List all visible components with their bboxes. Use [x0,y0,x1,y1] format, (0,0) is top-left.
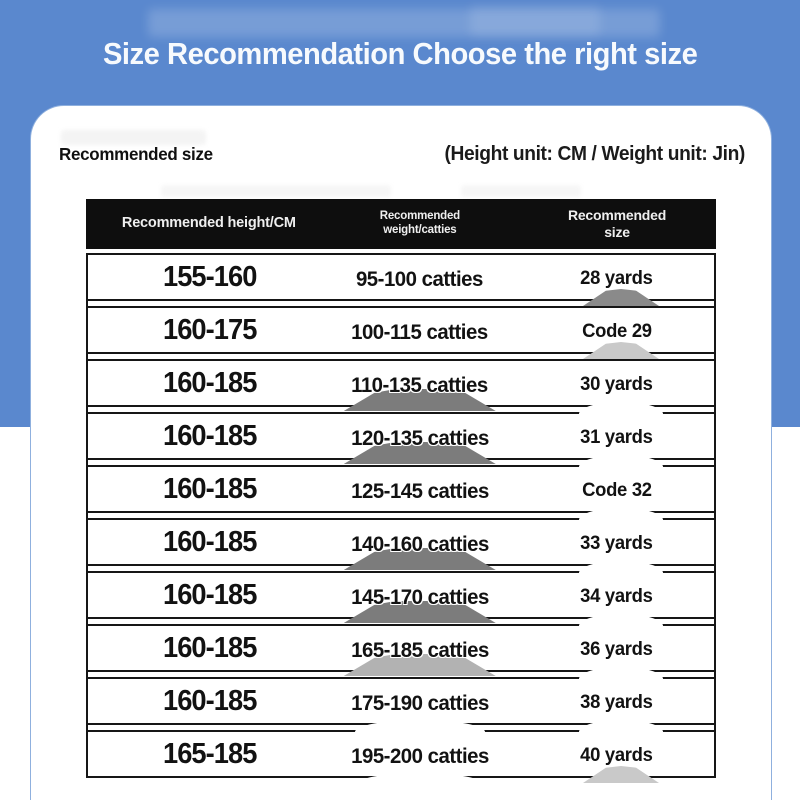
column-header-weight: Recommended weight/catties [379,210,460,236]
overlay-bump-artifact [579,402,663,414]
size-table [86,199,716,778]
ghost-artifact [461,185,581,197]
table-row [88,624,714,672]
ghost-artifact [161,185,391,197]
table-row [88,465,714,513]
units-note: (Height unit: CM / Weight unit: Jin) [444,143,745,165]
size-cell: Code 29 [507,308,714,352]
size-cell: 31 yards [507,414,714,458]
height-cell: 160-185 [163,525,257,558]
banner-ghost-artifact [470,6,600,36]
height-cell: 160-175 [163,313,257,346]
column-header-size: Recommended size [567,207,667,240]
weight-cell: 195-200 catties [332,732,507,776]
recommended-size-label: Recommended size [59,144,213,164]
column-header-height: Recommended height/CM [121,215,296,232]
card-header [59,143,745,166]
height-cell: 165-185 [163,737,257,770]
overlay-bump-artifact [579,720,663,732]
overlay-shadow-artifact [583,342,659,359]
overlay-bump-artifact [579,508,663,520]
height-cell: 160-185 [163,472,257,505]
overlay-bump-artifact [579,614,663,626]
overlay-shadow-artifact [583,766,659,783]
size-cell: 30 yards [507,361,714,405]
table-row [88,359,714,407]
page-title-text: Size Recommendation Choose the right size [102,36,698,71]
table-body [86,253,716,778]
overlay-bump-artifact [579,667,663,679]
table-row [88,571,714,619]
height-cell: 160-185 [163,631,257,664]
weight-cell: 125-145 catties [350,479,489,503]
overlay-bump-artifact [579,455,663,467]
table-header [86,199,716,249]
weight-cell: 175-190 catties [332,679,507,723]
size-cell: 28 yards [507,255,714,299]
weight-cell: 100-115 catties [351,320,489,344]
weight-cell: 140-160 catties [332,520,507,564]
size-cell: 33 yards [507,520,714,564]
height-cell: 160-185 [163,684,257,717]
table-row [88,412,714,460]
size-chart-card [30,105,772,800]
weight-cell: 110-135 catties [332,361,507,405]
overlay-bump-artifact [355,720,485,732]
height-cell: 160-185 [163,419,257,452]
size-cell: 36 yards [507,626,714,670]
height-cell: 160-185 [163,578,257,611]
overlay-bump-artifact [355,773,485,785]
table-row [88,730,714,778]
table-row [88,518,714,566]
height-cell: 155-160 [163,260,257,293]
table-row [88,677,714,725]
size-cell: 34 yards [507,573,714,617]
weight-cell: 95-100 catties [356,267,484,291]
weight-cell: 145-170 catties [332,573,507,617]
size-cell: Code 32 [507,467,714,511]
page-title [0,36,800,72]
size-cell: 40 yards [507,732,714,776]
weight-cell: 165-185 catties [332,626,507,670]
size-cell: 38 yards [507,679,714,723]
table-row [88,253,714,301]
height-cell: 160-185 [163,366,257,399]
overlay-shadow-artifact [583,289,659,306]
overlay-bump-artifact [579,561,663,573]
table-row [88,306,714,354]
weight-cell: 120-135 catties [332,414,507,458]
